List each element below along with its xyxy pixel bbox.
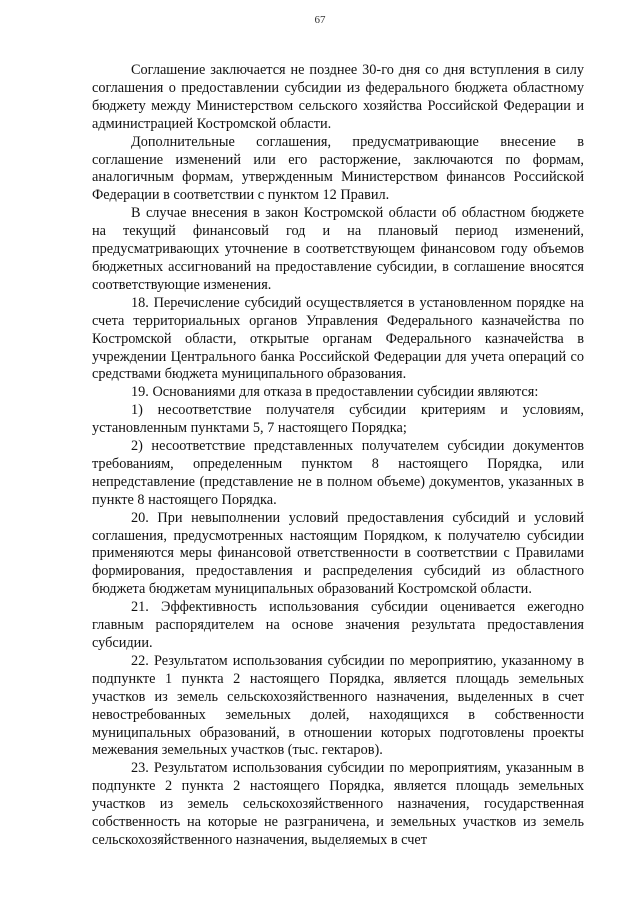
paragraph-19-item-2: 2) несоответствие представленных получателем субсидии документов требованиям, определенным пунктом 8 настоящего Порядка, или непредставление (представление не в полном объеме) документов, указанных в пункте 8 настоящего Порядка. [92, 438, 584, 508]
paragraph-22-result: 22. Результатом использования субсидии по мероприятию, указанному в подпункте 1 пункта 2 настоящего Порядка, является площадь земельных участков из земель сельскохозяйственного назначения, выделенных в счет невостребованных земельных долей, находящихся в собственности муниципальных образований, в отношении которых подготовлены проекты межевания земельных участков (тыс. гектаров). [92, 652, 584, 759]
page-number: 67 [314, 14, 326, 26]
paragraph-23-result: 23. Результатом использования субсидии по мероприятиям, указанным в подпункте 2 пункта 2 настоящего Порядка, является площадь земельных участков из земель сельскохозяйственного назначения, государственная собственность на которые не разграничена, и земельных участков из земель сельскохозяйственного назначения, выделяемых в счет [92, 760, 584, 848]
paragraph-19-refusal-grounds: 19. Основаниями для отказа в предоставлении субсидии являются: [131, 384, 539, 401]
paragraph-additional-agreements: Дополнительные соглашения, предусматривающие внесение в соглашение изменений или его расторжение, заключаются по формам, аналогичным формам, утвержденным Министерством финансов Российской Федерации в соответствии с пунктом 12 Правил. [92, 133, 584, 204]
paragraph-budget-changes: В случае внесения в закон Костромской области об областном бюджете на текущий финансовый год и на плановый период изменений, предусматривающих уточнение в соответствующем финансовом году объемов бюджетных ассигнований на предоставление субсидии, в соглашение вносятся соответствующие изменения. [92, 205, 584, 293]
paragraph-19-item-1: 1) несоответствие получателя субсидии критериям и условиям, установленным пунктами 5, 7 настоящего Порядка; [92, 402, 584, 437]
paragraph-21-efficiency: 21. Эффективность использования субсидии оценивается ежегодно главным распорядителем на основе значения результата предоставления субсидии. [92, 599, 584, 651]
paragraph-20-liability: 20. При невыполнении условий предоставления субсидий и условий соглашения, предусмотренных настоящим Порядком, к получателю субсидии применяются меры финансовой ответственности в соответствии с Правилами формирования, предоставления и распределения субсидий из областного бюджета бюджетам муниципальных образований Костромской области. [92, 509, 584, 598]
paragraph-18-transfer: 18. Перечисление субсидий осуществляется в установленном порядке на счета территориальных органов Управления Федерального казначейства по Костромской области, открытые органам Федерального казначейства в учреждении Центрального банка Российской Федерации для учета операций со средствами бюджета муниципального образования. [92, 294, 584, 383]
document-body [92, 62, 584, 850]
paragraph-agreement-deadline: Соглашение заключается не позднее 30-го дня со дня вступления в силу соглашения о предоставлении субсидии из федерального бюджета областному бюджету между Министерством сельского хозяйства Российской Федерации и администрацией Костромской области. [92, 62, 584, 132]
